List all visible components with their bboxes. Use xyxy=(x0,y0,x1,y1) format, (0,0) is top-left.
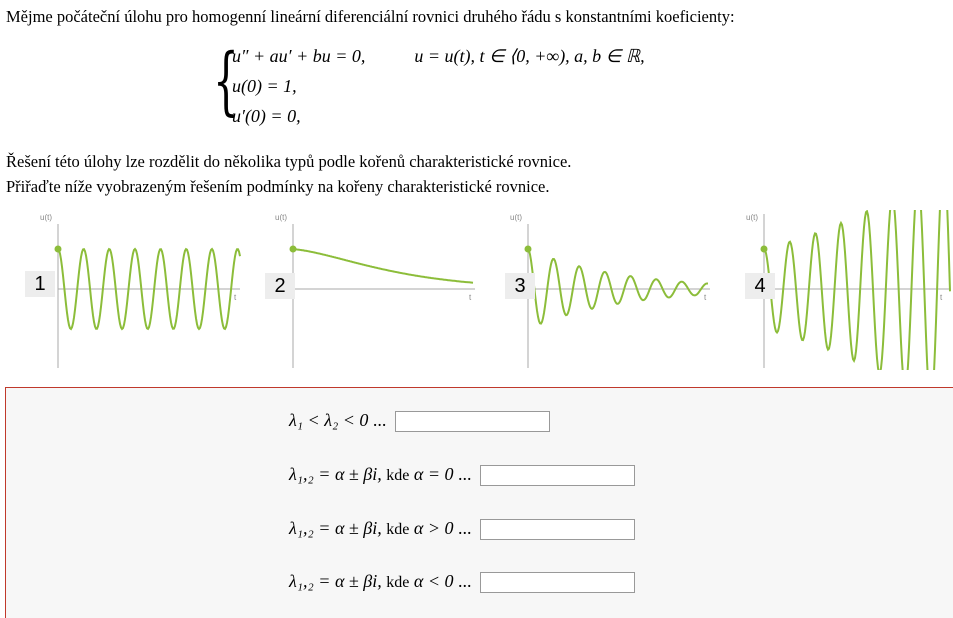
row-4-condition: α < 0 xyxy=(413,571,454,591)
solution-graph-3 xyxy=(492,210,712,370)
graph-2-number: 2 xyxy=(265,273,295,299)
solution-graph-2 xyxy=(257,210,477,370)
row-3-answer-input[interactable] xyxy=(480,519,635,540)
left-brace: { xyxy=(213,38,239,124)
equation-line-1 xyxy=(232,46,645,67)
solution-graph-1 xyxy=(22,210,242,370)
graph-2-ylabel: u(t) xyxy=(275,213,287,222)
graph-3-ylabel: u(t) xyxy=(510,213,522,222)
answer-row-2 xyxy=(289,464,635,486)
ode-equation: u″ + au′ + bu = 0, xyxy=(232,46,366,66)
row-1-condition: λ₁ < λ₂ < 0 xyxy=(289,410,369,430)
row-1-dots: ... xyxy=(372,410,387,430)
equation-system xyxy=(213,38,773,134)
intro-text: Mějme počáteční úlohu pro homogenní lineární diferenciální rovnici druhého řádu s konstantními koeficienty: xyxy=(6,7,735,26)
row-2-answer-input[interactable] xyxy=(480,465,635,486)
graph-2-xlabel: t xyxy=(469,293,472,302)
row-2-dots: ... xyxy=(457,464,472,484)
graph-3-xlabel: t xyxy=(704,293,707,302)
row-2-kde: kde xyxy=(386,467,410,484)
graph-1-ylabel: u(t) xyxy=(40,213,52,222)
row-3-roots: λ₁,₂ = α ± βi, xyxy=(289,518,382,538)
solution-graph-4 xyxy=(728,210,948,370)
answer-row-3 xyxy=(289,518,635,540)
graph-3-number: 3 xyxy=(505,273,535,299)
graph-4-number: 4 xyxy=(745,273,775,299)
row-3-kde: kde xyxy=(386,521,410,538)
answer-panel xyxy=(5,387,953,618)
row-4-roots: λ₁,₂ = α ± βi, xyxy=(289,571,382,591)
row-4-answer-input[interactable] xyxy=(480,572,635,593)
initial-condition-2: u′(0) = 0, xyxy=(232,106,301,126)
row-4-dots: ... xyxy=(457,571,472,591)
row-4-kde: kde xyxy=(386,574,410,591)
graph-1-plot xyxy=(22,210,242,370)
row-1-answer-input[interactable] xyxy=(395,411,550,432)
graph-1-number: 1 xyxy=(25,271,55,297)
description-line-2: Přiřaďte níže vyobrazeným řešením podmínky na kořeny charakteristické rovnice. xyxy=(6,177,550,196)
row-2-roots: λ₁,₂ = α ± βi, xyxy=(289,464,382,484)
graph-4-ylabel: u(t) xyxy=(746,213,758,222)
description-line-1: Řešení této úlohy lze rozdělit do několika typů podle kořenů charakteristické rovnice. xyxy=(6,152,572,171)
row-3-dots: ... xyxy=(457,518,472,538)
row-3-condition: α > 0 xyxy=(413,518,454,538)
answer-row-4 xyxy=(289,571,635,593)
graph-1-xlabel: t xyxy=(234,293,237,302)
ode-domain-note: u = u(t), t ∈ ⟨0, +∞), a, b ∈ ℝ, xyxy=(414,46,645,66)
answer-row-1 xyxy=(289,410,550,432)
initial-condition-1: u(0) = 1, xyxy=(232,76,297,96)
row-2-condition: α = 0 xyxy=(413,464,454,484)
graph-4-xlabel: t xyxy=(940,293,943,302)
